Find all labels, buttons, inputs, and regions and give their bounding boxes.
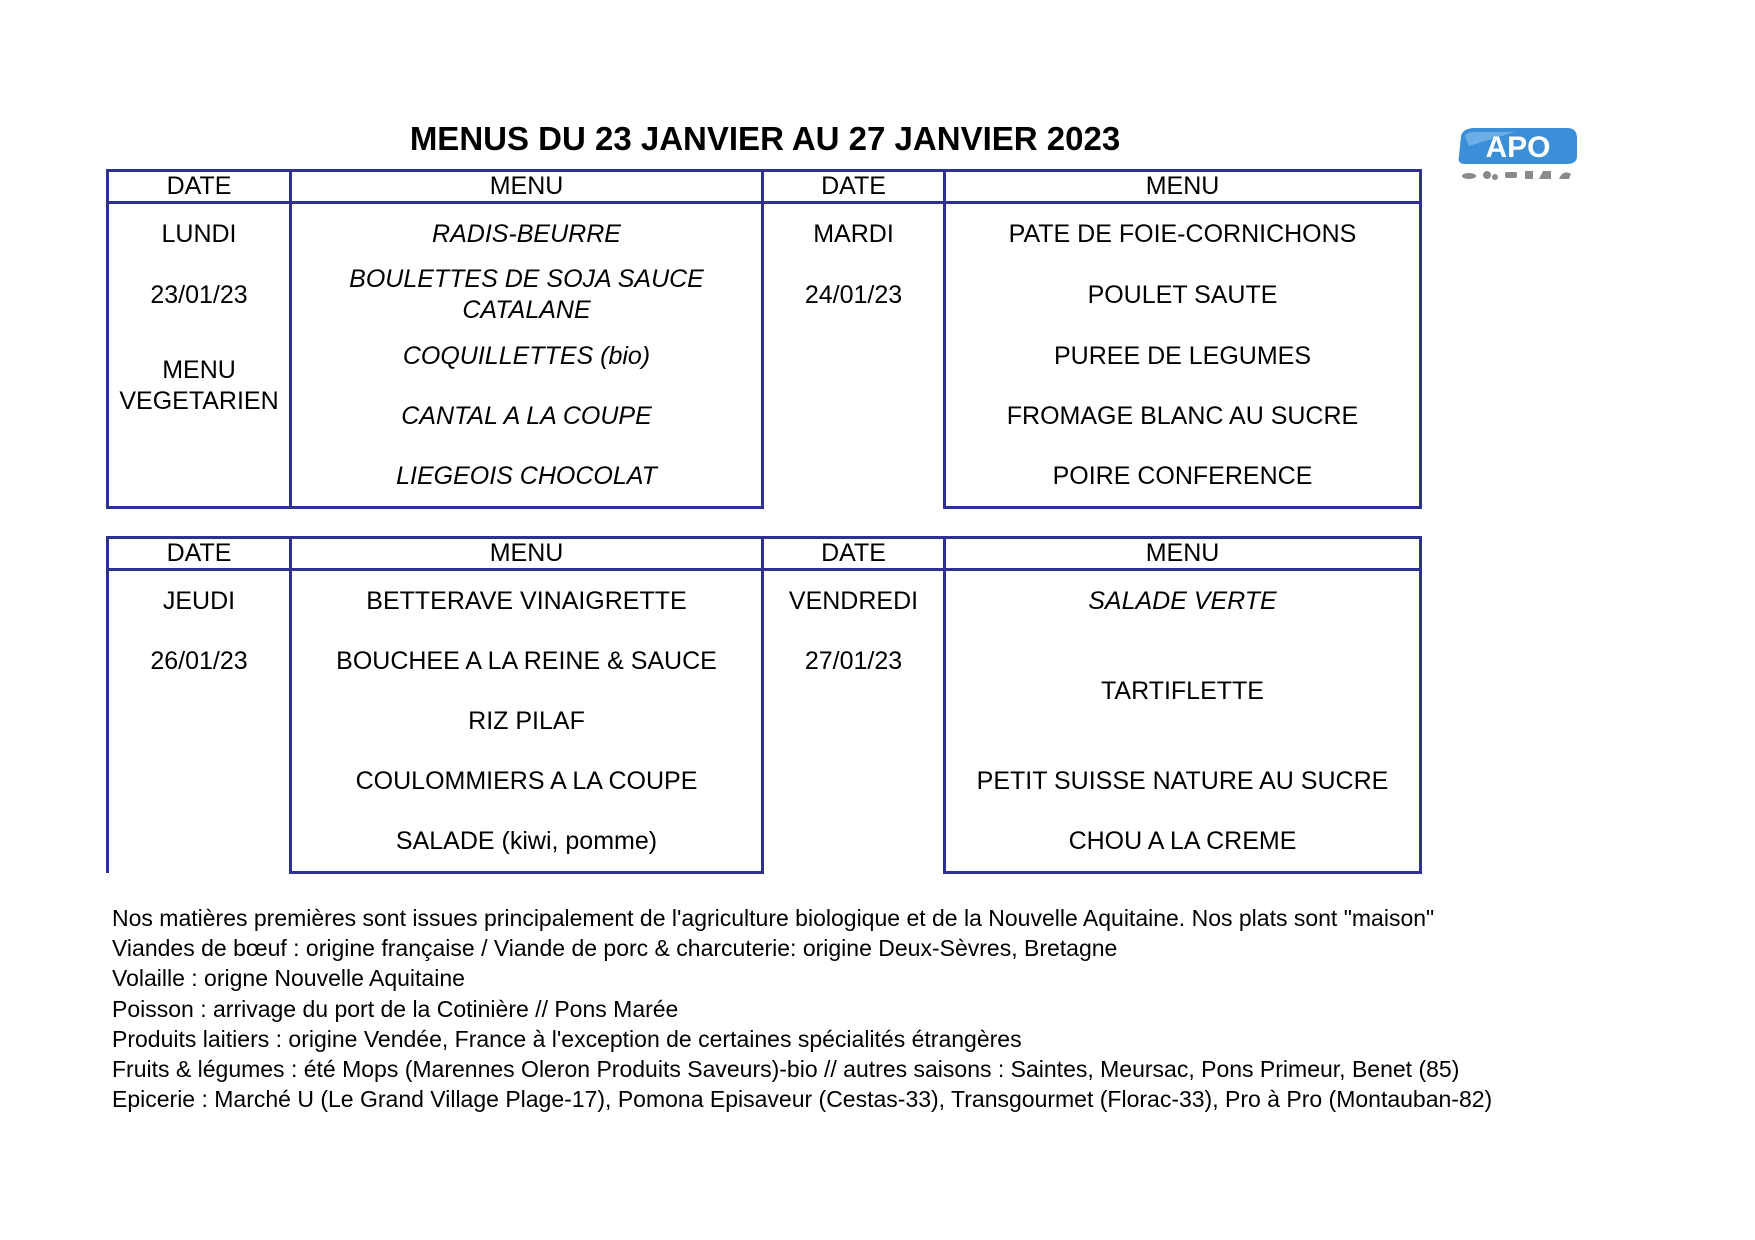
menu-table-week2 — [106, 536, 1422, 874]
origin-notes — [112, 903, 1712, 1114]
note-line: Produits laitiers : origine Vendée, France à l'exception de certaines spécialités étrangères — [112, 1025, 1022, 1052]
header-date: DATE — [108, 538, 291, 570]
apo-logo — [1455, 124, 1580, 184]
menu-item: POULET SAUTE — [945, 264, 1421, 326]
day-date: 26/01/23 — [108, 631, 291, 691]
day-date: 23/01/23 — [108, 264, 291, 326]
table-row — [108, 631, 1421, 691]
header-date: DATE — [763, 538, 945, 570]
day-name: MARDI — [763, 203, 945, 265]
day-name: VENDREDI — [763, 570, 945, 632]
empty-cell — [763, 691, 945, 873]
day-name: LUNDI — [108, 203, 291, 265]
header-menu: MENU — [291, 171, 763, 203]
menu-item: FROMAGE BLANC AU SUCRE — [945, 386, 1421, 446]
table-row — [108, 570, 1421, 632]
menu-item: BOUCHEE A LA REINE & SAUCE — [291, 631, 763, 691]
menu-item: BETTERAVE VINAIGRETTE — [291, 570, 763, 632]
empty-cell — [763, 326, 945, 508]
menu-item: RADIS-BEURRE — [291, 203, 763, 265]
menu-item: SALADE VERTE — [945, 570, 1421, 632]
header-menu: MENU — [945, 171, 1421, 203]
table-row — [108, 203, 1421, 265]
note-line: Poisson : arrivage du port de la Cotinière // Pons Marée — [112, 995, 679, 1022]
note-line: Nos matières premières sont issues principalement de l'agriculture biologique et de la Nouvelle Aquitaine. Nos plats sont "maison" — [112, 905, 1435, 931]
day-date: 24/01/23 — [763, 264, 945, 326]
menu-item: CHOU A LA CREME — [945, 811, 1421, 873]
day-name: JEUDI — [108, 570, 291, 632]
logo-pictograms — [1462, 171, 1571, 180]
menu-item: COULOMMIERS A LA COUPE — [291, 751, 763, 811]
table-row — [108, 264, 1421, 326]
menu-item: COQUILLETTES (bio) — [291, 326, 763, 386]
note-line: Fruits & légumes : été Mops (Marennes Oleron Produits Saveurs)-bio // autres saisons : Saintes, Meursac, Pons Primeur, Benet (85) — [112, 1056, 1460, 1083]
table-header-row — [108, 538, 1421, 570]
empty-cell — [108, 691, 291, 873]
menu-item: PETIT SUISSE NATURE AU SUCRE — [945, 751, 1421, 811]
logo-text: APO — [1485, 131, 1551, 164]
menu-table-week1 — [106, 169, 1422, 509]
menu-item: LIEGEOIS CHOCOLAT — [291, 446, 763, 508]
note-line: Epicerie : Marché U (Le Grand Village Plage-17), Pomona Episaveur (Cestas-33), Transgourmet (Florac-33), Pro à Pro (Montauban-82) — [112, 1086, 1493, 1113]
vegetarian-note: MENU VEGETARIEN — [108, 326, 291, 446]
table-row — [108, 326, 1421, 386]
menu-item: TARTIFLETTE — [945, 631, 1421, 751]
note-line: Volaille : origne Nouvelle Aquitaine — [112, 965, 465, 992]
header-menu: MENU — [291, 538, 763, 570]
empty-cell — [108, 446, 291, 508]
day-date: 27/01/23 — [763, 631, 945, 691]
header-date: DATE — [108, 171, 291, 203]
header-menu: MENU — [945, 538, 1421, 570]
menu-item: CANTAL A LA COUPE — [291, 386, 763, 446]
menu-item: PUREE DE LEGUMES — [945, 326, 1421, 386]
page-title: MENUS DU 23 JANVIER AU 27 JANVIER 2023 — [409, 120, 1121, 157]
menu-item: SALADE (kiwi, pomme) — [291, 811, 763, 873]
menu-item: POIRE CONFERENCE — [945, 446, 1421, 508]
menu-item: BOULETTES DE SOJA SAUCE CATALANE — [291, 264, 763, 326]
menu-item: RIZ PILAF — [291, 691, 763, 751]
table-header-row — [108, 171, 1421, 203]
menu-item: PATE DE FOIE-CORNICHONS — [945, 203, 1421, 265]
note-line: Viandes de bœuf : origine française / Viande de porc & charcuterie: origine Deux-Sèvres, Bretagne — [112, 935, 1118, 962]
header-date: DATE — [763, 171, 945, 203]
